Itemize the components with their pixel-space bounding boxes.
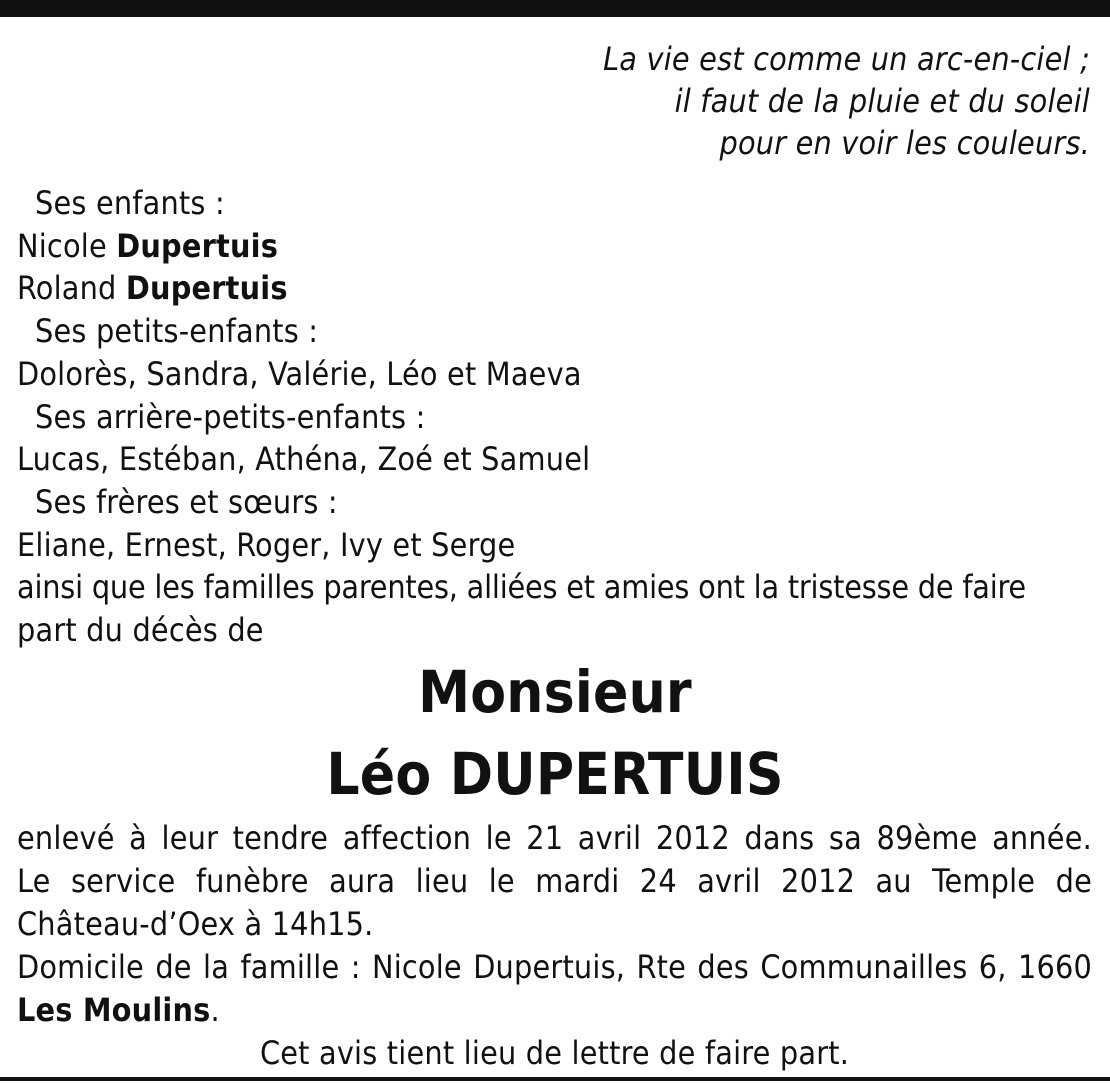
great-grandchildren-names: Lucas, Estéban, Athéna, Zoé et Samuel xyxy=(17,440,591,479)
child-2-first-name: Roland xyxy=(17,269,126,308)
announcement-line-1: ainsi que les familles parentes, alliées et amies ont la tristesse de faire xyxy=(17,568,1026,607)
great-grandchildren-header: Ses arrière-petits-enfants : xyxy=(35,397,426,436)
details-line-1: enlevé à leur tendre affection le 21 avril 2012 dans sa 89ème année. xyxy=(17,819,1092,857)
place-name: Les Moulins xyxy=(17,991,211,1029)
child-2 xyxy=(17,267,1092,310)
funeral-details xyxy=(17,817,1092,1075)
epigraph-quote xyxy=(390,38,1090,164)
details-line-3: Château-d’Oex à 14h15. xyxy=(17,905,374,943)
child-1-last-name: Dupertuis xyxy=(116,226,279,265)
grandchildren-names: Dolorès, Sandra, Valérie, Léo et Maeva xyxy=(17,354,582,393)
place-punctuation: . xyxy=(210,991,220,1029)
deceased-name-block xyxy=(0,658,1110,826)
deceased-name: Léo DUPERTUIS xyxy=(326,740,784,808)
top-border xyxy=(0,0,1110,17)
details-line-2: Le service funèbre aura lieu le mardi 24 avril 2012 au Temple de xyxy=(17,862,1092,900)
children-header: Ses enfants : xyxy=(35,184,225,222)
siblings-header: Ses frères et sœurs : xyxy=(35,482,338,521)
details-line-4: Domicile de la famille : Nicole Dupertuis, Rte des Communailles 6, 1660 xyxy=(17,948,1092,986)
bottom-border xyxy=(0,1077,1110,1081)
quote-line-2: il faut de la pluie et du soleil xyxy=(674,82,1090,120)
siblings-names: Eliane, Ernest, Roger, Ivy et Serge xyxy=(17,525,516,564)
closing-note: Cet avis tient lieu de lettre de faire part. xyxy=(259,1034,850,1072)
details-place xyxy=(17,989,1092,1032)
family-list xyxy=(17,182,1092,652)
grandchildren-header: Ses petits-enfants : xyxy=(35,312,319,351)
child-1 xyxy=(17,225,1092,268)
announcement-line-2: part du décès de xyxy=(17,611,264,650)
deceased-title: Monsieur xyxy=(418,658,692,726)
child-2-last-name: Dupertuis xyxy=(125,269,288,308)
quote-line-3: pour en voir les couleurs. xyxy=(719,124,1090,162)
child-1-first-name: Nicole xyxy=(17,226,117,265)
quote-line-1: La vie est comme un arc-en-ciel ; xyxy=(603,40,1090,78)
